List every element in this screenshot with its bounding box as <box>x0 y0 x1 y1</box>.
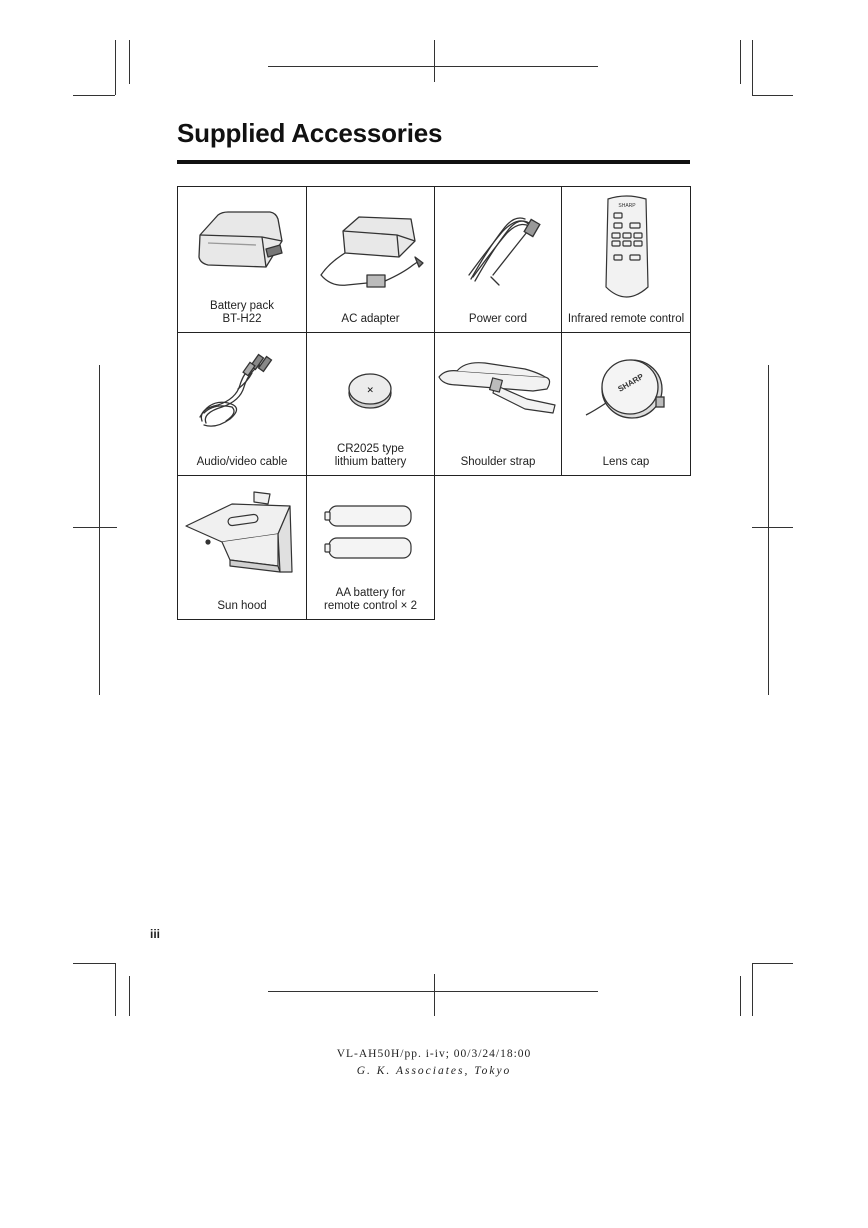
crop-mark <box>73 95 115 96</box>
crop-mark <box>73 963 115 964</box>
crop-mark <box>268 66 598 67</box>
crop-mark <box>129 976 130 1016</box>
caption-line: Shoulder strap <box>460 456 536 468</box>
accessory-aa-battery <box>306 475 435 620</box>
crop-mark <box>752 527 793 528</box>
caption-line: Battery pack <box>210 300 274 312</box>
caption-line: Sun hood <box>217 600 267 612</box>
page-number: iii <box>150 927 161 941</box>
lens-cap-brand: SHARP <box>616 371 646 394</box>
coin-battery-icon <box>307 333 434 443</box>
caption-line: lithium battery <box>334 456 407 468</box>
crop-mark <box>115 40 116 95</box>
av-cable-icon <box>178 333 306 443</box>
remote-control-icon <box>562 187 690 302</box>
crop-mark <box>434 974 435 1016</box>
caption-line: Lens cap <box>602 456 650 468</box>
sun-hood-icon <box>178 476 306 586</box>
accessory-sun-hood <box>177 475 307 620</box>
caption-line: Audio/video cable <box>196 456 288 468</box>
page-title: Supplied Accessories <box>177 118 443 148</box>
crop-mark <box>740 40 741 84</box>
accessory-power-cord <box>434 186 562 333</box>
remote-brand-label: SHARP <box>618 203 636 209</box>
crop-mark <box>73 527 117 528</box>
caption-line: CR2025 type <box>336 443 405 455</box>
accessory-av-cable <box>177 332 307 476</box>
accessory-shoulder-strap <box>434 332 562 476</box>
caption-line: AA battery for <box>335 587 406 599</box>
shoulder-strap-icon <box>435 333 561 443</box>
accessory-lithium-battery <box>306 332 435 476</box>
caption-line: Infrared remote control <box>567 313 685 325</box>
crop-mark <box>99 365 100 695</box>
caption-line: Power cord <box>468 313 528 325</box>
coin-battery-mark: + <box>362 381 379 398</box>
crop-mark <box>752 95 793 96</box>
crop-mark <box>752 963 793 964</box>
accessory-battery-pack <box>177 186 307 333</box>
crop-mark <box>129 40 130 84</box>
crop-mark <box>752 40 753 95</box>
crop-mark <box>740 976 741 1016</box>
caption-line: AC adapter <box>341 313 400 325</box>
footer-job-info: VL-AH50H/pp. i-iv; 00/3/24/18:00 <box>336 1048 532 1060</box>
crop-mark <box>752 963 753 1016</box>
crop-mark <box>434 40 435 82</box>
battery-pack-icon <box>178 187 306 297</box>
crop-mark <box>268 991 598 992</box>
crop-mark <box>768 365 769 695</box>
accessory-ac-adapter <box>306 186 435 333</box>
accessory-lens-cap <box>561 332 691 476</box>
ac-adapter-icon <box>307 187 434 297</box>
power-cord-icon <box>435 187 561 297</box>
caption-line: remote control × 2 <box>323 600 417 612</box>
caption-line: BT-H22 <box>222 313 262 325</box>
title-rule <box>177 160 690 164</box>
crop-mark <box>115 963 116 1016</box>
aa-batteries-icon <box>307 476 434 586</box>
lens-cap-icon <box>562 333 690 443</box>
footer-credit: G. K. Associates, Tokyo <box>356 1065 512 1077</box>
accessory-remote-control <box>561 186 691 333</box>
